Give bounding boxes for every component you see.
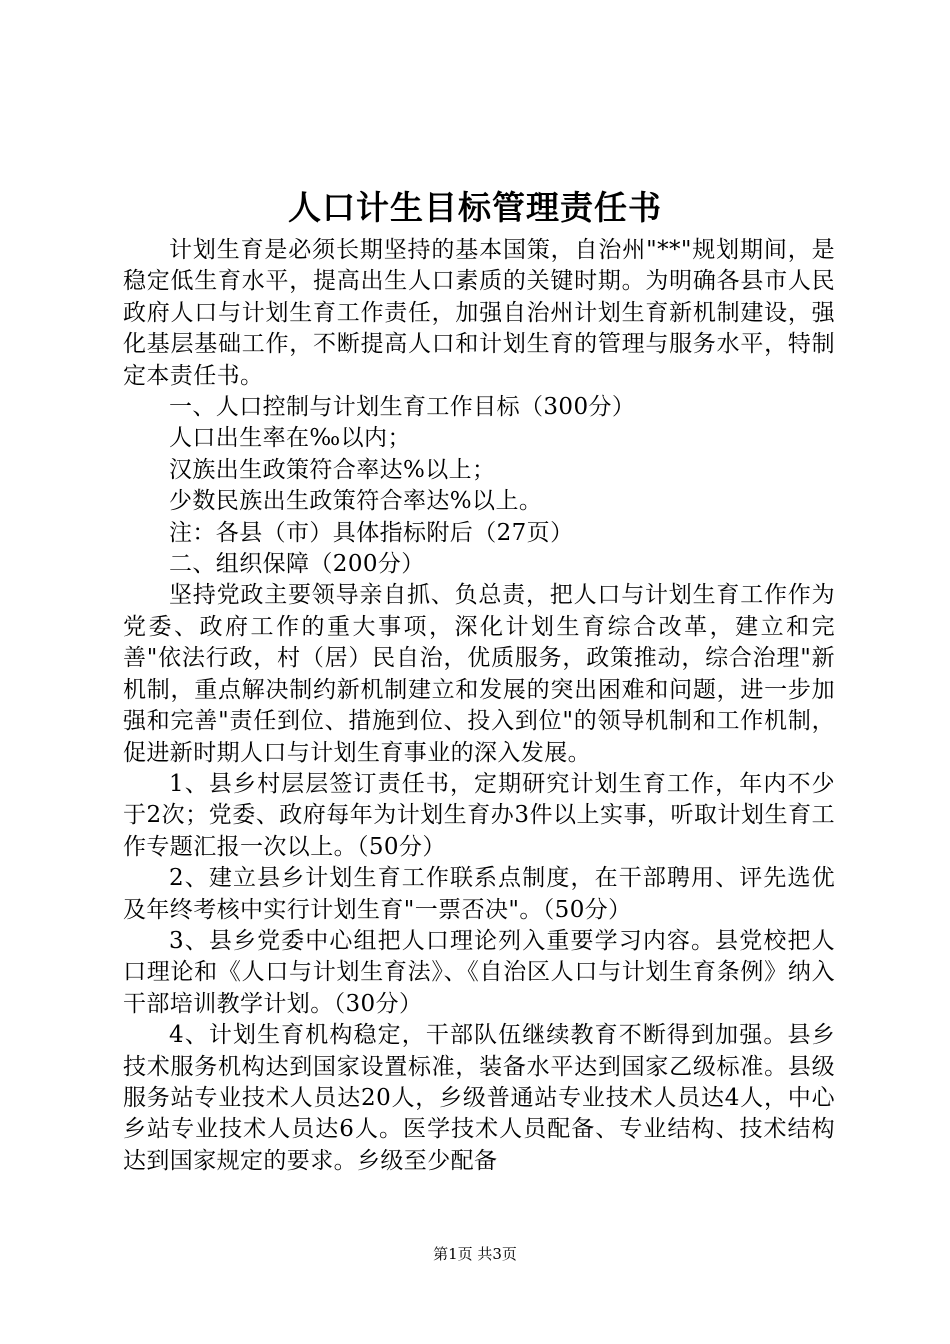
target-han-compliance: 汉族出生政策符合率达%以上； (169, 456, 496, 483)
page-footer: 第1页 共3页 (433, 1245, 517, 1263)
item-1-paragraph: 1、县乡村层层签订责任书，定期研究计划生育工作，年内不少于2次；党委、政府每年为计划生育办3件以上实事，听取计划生育工作专题汇报一次以上。（50分） (123, 770, 835, 860)
intro-paragraph: 计划生育是必须长期坚持的基本国策，自治州"**"规划期间，是稳定低生育水平，提高出生人口素质的关键时期。为明确各县市人民政府人口与计划生育工作责任，加强自治州计划生育新机制建设，强化基层基础工作，不断提高人口和计划生育的管理与服务水平，特制定本责任书。 (123, 237, 835, 389)
document-title: 人口计生目标管理责任书 (288, 188, 662, 227)
target-birth-rate: 人口出生率在‰以内； (169, 425, 411, 452)
section-heading-2: 二、组织保障（200分） (169, 551, 425, 578)
section-heading-1: 一、人口控制与计划生育工作目标（300分） (169, 394, 636, 421)
item-3-paragraph: 3、县乡党委中心组把人口理论列入重要学习内容。县党校把人口理论和《人口与计划生育法》、《自治区人口与计划生育条例》纳入干部培训教学计划。（30分） (123, 927, 835, 1017)
note-paragraph: 注：各县（市）具体指标附后（27页） (169, 519, 574, 546)
item-4-paragraph: 4、计划生育机构稳定，干部队伍继续教育不断得到加强。县乡技术服务机构达到国家设置标准，装备水平达到国家乙级标准。县级服务站专业技术人员达20人，乡级普通站专业技术人员达4人，中心乡站专业技术人员达6人。医学技术人员配备、专业结构、技术结构达到国家规定的要求。乡级至少配备 (123, 1022, 835, 1174)
document-body (123, 235, 835, 1177)
item-2-paragraph: 2、建立县乡计划生育工作联系点制度，在干部聘用、评先选优及年终考核中实行计划生育"一票否决"。（50分） (123, 865, 835, 923)
organization-paragraph: 坚持党政主要领导亲自抓、负总责，把人口与计划生育工作作为党委、政府工作的重大事项，深化计划生育综合改革，建立和完善"依法行政，村（居）民自治，优质服务，政策推动，综合治理"新机制，重点解决制约新机制建立和发展的突出困难和问题，进一步加强和完善"责任到位、措施到位、投入到位"的领导机制和工作机制，促进新时期人口与计划生育事业的深入发展。 (123, 582, 835, 766)
target-minority-compliance: 少数民族出生政策符合率达%以上。 (169, 488, 543, 515)
